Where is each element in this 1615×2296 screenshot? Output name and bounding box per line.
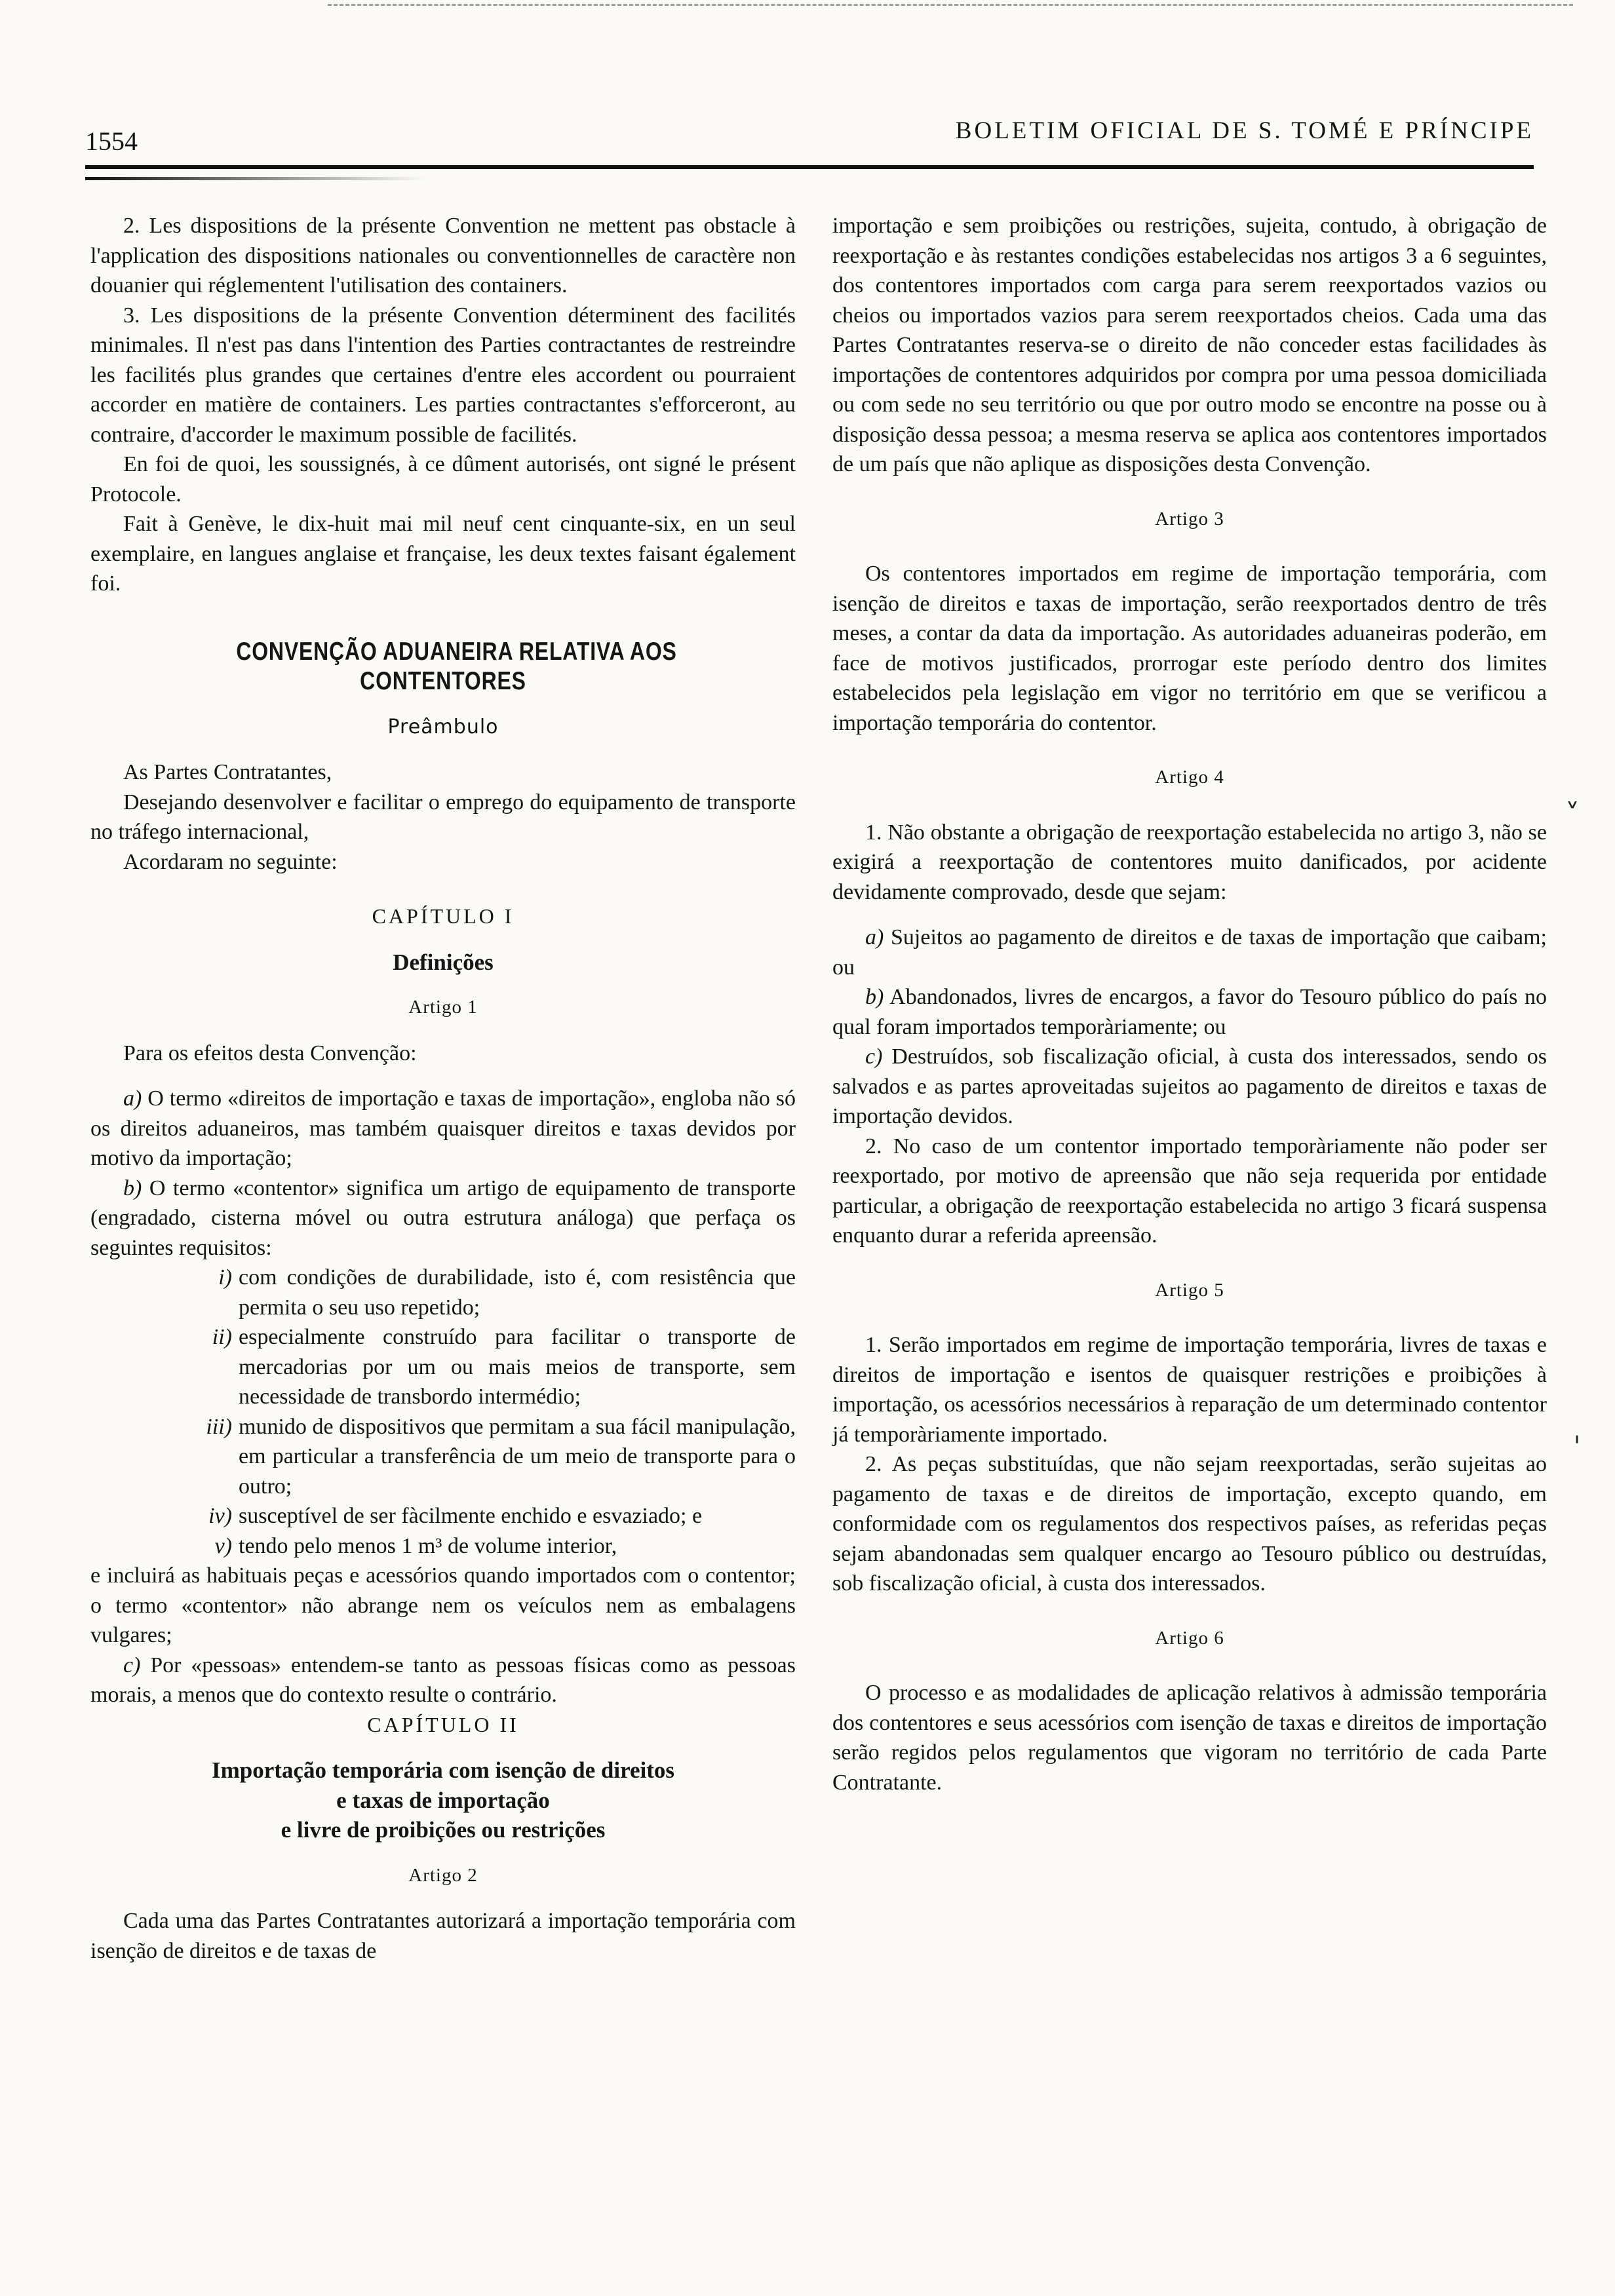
preamble-line: Desejando desenvolver e facilitar o emprego do equipamento de transporte no tráfego internacional, <box>90 790 796 844</box>
item-text: Abandonados, livres de encargos, a favor do Tesouro público do país no qual foram importados temporàriamente; ou <box>832 985 1547 1039</box>
item-text: Por «pessoas» entendem-se tanto as pessoas físicas como as pessoas morais, a menos que do contexto resulte o contrário. <box>90 1653 796 1707</box>
chapter-1-heading: CAPÍTULO I <box>372 904 515 928</box>
article-4-item-b <box>832 982 1547 1042</box>
article-2-text-start: Cada uma das Partes Contratantes autorizará a importação temporária com isenção de direitos e de taxas de <box>90 1909 796 1963</box>
article-6-text: O processo e as modalidades de aplicação relativos à admissão temporária dos contentores e seus acessórios com isenção de taxas e direitos de importação serão regidos pelos regulamentos que vigoram no território de cada Parte Contratante. <box>832 1681 1547 1795</box>
article-4-item-a <box>832 923 1547 982</box>
item-letter: c) <box>865 1044 883 1069</box>
item-text: Sujeitos ao pagamento de direitos e de taxas de importação que caibam; ou <box>832 925 1547 980</box>
chapter-2-title: e taxas de importação <box>336 1787 550 1813</box>
right-column <box>832 211 1547 1797</box>
sub-item <box>90 1263 796 1322</box>
sub-item-number: ii) <box>212 1325 232 1349</box>
sub-item-number: iv) <box>208 1504 232 1528</box>
item-letter: c) <box>123 1653 141 1677</box>
page-number: 1554 <box>85 126 138 156</box>
sub-item-number: iii) <box>206 1414 232 1439</box>
sub-item <box>90 1501 796 1531</box>
preamble-line: Acordaram no seguinte: <box>123 849 338 874</box>
left-column <box>90 211 796 1966</box>
item-text: Destruídos, sob fiscalização oficial, à custa dos interessados, sendo os salvados e as partes aproveitadas sujeitos ao pagamento de direitos e taxas de importação devidos. <box>832 1044 1547 1128</box>
article-1-heading: Artigo 1 <box>408 997 478 1018</box>
article-5-paragraph-1: 1. Serão importados em regime de importação temporária, livres de taxas e direitos de importação e isentos de quaisquer restrições e proibições à importação, os acessórios necessários à reparação de um determinado contentor já temporàriamente importado. <box>832 1333 1547 1447</box>
article-5-paragraph-2: 2. As peças substituídas, que não sejam reexportadas, serão sujeitas ao pagamento de taxas e de direitos de importação, excepto quando, em conformidade com os regulamentos dos respectivos países, as referidas peças sejam abandonadas sem qualquer encargo ao Tesouro público ou destruídas, sob fiscalização oficial, à custa dos interessados. <box>832 1452 1547 1596</box>
chapter-2-title: e livre de proibições ou restrições <box>281 1817 606 1843</box>
sub-item-text: munido de dispositivos que permitam a sua fácil manipulação, em particular a transferência de um meio de transporte para o outro; <box>239 1414 796 1499</box>
article-3-text: Os contentores importados em regime de importação temporária, com isenção de direitos e taxas de importação, serão reexportados dentro de três meses, a contar da data da importação. As autoridades aduaneiras poderão, em face de motivos justificados, prorrogar este período dentro dos limites estabelecidos pela legislação em vigor no território em que se verificou a importação temporária do contentor. <box>832 562 1547 735</box>
preamble-line: As Partes Contratantes, <box>123 760 332 784</box>
item-letter: b) <box>865 985 884 1009</box>
article-4-paragraph-1: 1. Não obstante a obrigação de reexportação estabelecida no artigo 3, não se exigirá a reexportação de contentores muito danificados, por acidente devidamente comprovado, desde que sejam: <box>832 820 1547 904</box>
item-letter: a) <box>123 1086 142 1111</box>
sub-item <box>90 1322 796 1412</box>
scan-speck-icon: ˌ <box>1573 1413 1582 1446</box>
preamble-heading: Preâmbulo <box>387 715 499 738</box>
chapter-2-title: Importação temporária com isenção de direitos <box>211 1757 674 1783</box>
convention-title: CONVENÇÃO ADUANEIRA RELATIVA AOS CONTENTORES <box>236 637 677 695</box>
sub-item-number: v) <box>214 1533 232 1558</box>
journal-title: BOLETIM OFICIAL DE S. TOMÉ E PRÍNCIPE <box>955 117 1534 144</box>
article-4-heading: Artigo 4 <box>1155 767 1224 788</box>
sub-item-text: com condições de durabilidade, isto é, com resistência que permita o seu uso repetido; <box>239 1265 796 1320</box>
sub-item-text: tendo pelo menos 1 m³ de volume interior, <box>239 1533 617 1558</box>
article-4-item-c <box>832 1042 1547 1132</box>
protocol-signature-clause: En foi de quoi, les soussignés, à ce dûment autorisés, ont signé le présent Protocole. <box>90 452 796 507</box>
sub-item-text: susceptível de ser fàcilmente enchido e esvaziado; e <box>239 1504 703 1528</box>
protocol-paragraph-3: 3. Les dispositions de la présente Convention déterminent des facilités minimales. Il n'est pas dans l'intention des Parties contractantes de restreindre les facilités plus grandes que certaines d'entre eles accordent ou pourraient accorder en matière de containers. Les parties contractantes s'efforceront, au contraire, d'accorder le maximum possible de facilités. <box>90 303 796 447</box>
article-1-item-b <box>90 1174 796 1263</box>
article-5-heading: Artigo 5 <box>1155 1279 1224 1301</box>
sub-item-text: especialmente construído para facilitar o transporte de mercadorias por um ou mais meios de transporte, sem necessidade de transbordo intermédio; <box>239 1325 796 1409</box>
scan-speck-icon: ˅ <box>1565 798 1580 832</box>
protocol-paragraph-2: 2. Les dispositions de la présente Convention ne mettent pas obstacle à l'application des dispositions nationales ou conventionnelles de caractère non douanier qui réglementent l'utilisation des containers. <box>90 214 796 297</box>
sub-item-number: i) <box>218 1265 232 1290</box>
item-text: O termo «contentor» significa um artigo de equipamento de transporte (engradado, cisterna móvel ou outra estrutura análoga) que perfaça os seguintes requisitos: <box>90 1176 796 1260</box>
page-header <box>85 110 1534 156</box>
chapter-1-title: Definições <box>393 949 494 975</box>
header-rule <box>85 165 1534 169</box>
article-4-paragraph-2: 2. No caso de um contentor importado temporàriamente não poder ser reexportado, por motivo de apreensão que não seja requerida por entidade particular, a obrigação de reexportação estabelecida no artigo 3 ficará suspensa enquanto durar a referida apreensão. <box>832 1134 1547 1248</box>
article-2-heading: Artigo 2 <box>408 1864 478 1886</box>
sub-item <box>90 1412 796 1502</box>
item-text: O termo «direitos de importação e taxas de importação», engloba não só os direitos aduaneiros, mas também quaisquer direitos e taxas devidos por motivo da importação; <box>90 1086 796 1170</box>
chapter-2-heading: CAPÍTULO II <box>367 1712 519 1736</box>
article-3-heading: Artigo 3 <box>1155 508 1224 529</box>
article-1-intro: Para os efeitos desta Convenção: <box>123 1041 417 1065</box>
article-6-heading: Artigo 6 <box>1155 1627 1224 1649</box>
sub-item <box>90 1531 796 1561</box>
item-letter: a) <box>865 925 884 949</box>
article-2-text-continued: importação e sem proibições ou restrições, sujeita, contudo, à obrigação de reexportação e às restantes condições estabelecidas nos artigos 3 a 6 seguintes, dos contentores importados com carga para serem reexportados vazios ou cheios ou importados vazios para serem reexportados cheios. Cada uma das Partes Contratantes reserva-se o direito de não conceder estas facilidades às importações de contentores adquiridos por compra por uma pessoa domiciliada ou com sede no seu território ou que por outro modo se encontre na posse ou à disposição dessa pessoa; a mesma reserva se aplica aos contentores importados de um país que não aplique as disposições desta Convenção. <box>832 214 1547 476</box>
article-1-item-c <box>90 1651 796 1710</box>
header-rule-accent <box>85 177 426 180</box>
item-letter: b) <box>123 1176 142 1200</box>
article-1-item-b-tail: e incluirá as habituais peças e acessórios quando importados com o contentor; o termo «contentor» não abrange nem os veículos nem as embalagens vulgares; <box>90 1563 796 1647</box>
article-1-item-a <box>90 1084 796 1174</box>
scan-edge-mark <box>328 4 1573 9</box>
protocol-done-clause: Fait à Genève, le dix-huit mai mil neuf cent cinquante-six, en un seul exemplaire, en langues anglaise et française, les deux textes faisant également foi. <box>90 512 796 596</box>
